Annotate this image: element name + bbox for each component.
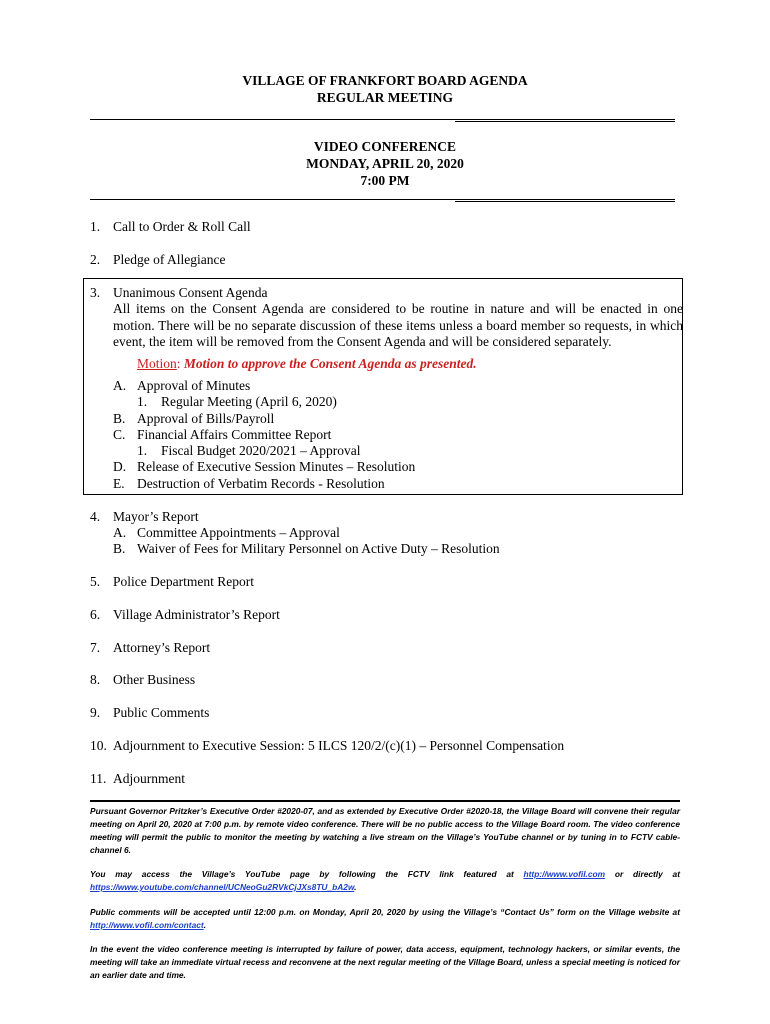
sub-letter: A. <box>113 525 127 540</box>
motion-label: Motion <box>137 356 177 371</box>
footnote-youtube-mid: or directly at <box>605 869 680 879</box>
sub-letter: B. <box>113 411 126 426</box>
motion-separator: : <box>176 356 184 371</box>
mayor-sub-a <box>113 525 340 542</box>
item-number: 5. <box>90 574 101 589</box>
item-number: 4. <box>90 509 101 524</box>
subsub-number: 1. <box>137 394 148 409</box>
agenda-item-10 <box>90 738 564 755</box>
consent-sub-a1 <box>137 394 337 411</box>
footer-divider <box>90 800 680 802</box>
footnote-youtube-text: You may access the Village’s YouTube page by following the FCTV link featured at <box>90 869 524 879</box>
item-text: Village Administrator’s Report <box>113 607 280 622</box>
item-number: 8. <box>90 672 101 687</box>
meeting-format: VIDEO CONFERENCE <box>313 139 457 154</box>
sub-letter: A. <box>113 378 127 393</box>
agenda-item-3 <box>90 285 268 302</box>
agenda-item-1 <box>90 219 251 236</box>
consent-sub-c <box>113 427 331 444</box>
consent-description: All items on the Consent Agenda are considered to be routine in nature and will be enacted in one motion. There will be no separate discussion of these items unless a board member so requests, in which event, the item will be removed from the Consent Agenda and will be considered separately. <box>113 301 683 349</box>
footnote-executive-order: Pursuant Governor Pritzker’s Executive Order #2020-07, and as extended by Executive Order #2020-18, the Village Board will convene their regular meeting on April 20, 2020 at 7:00 p.m. by remote video conference. There will be no public access to the Village Board room. The video conference meeting will permit the public to monitor the meeting by watching a live stream on the Village’s YouTube channel or by tuning in to FCTV cable-channel 6. <box>90 806 680 855</box>
footnote-youtube <box>90 868 680 894</box>
consent-sub-b <box>113 411 274 428</box>
item-text: Mayor’s Report <box>113 509 199 524</box>
meeting-type: REGULAR MEETING <box>316 90 454 105</box>
consent-sub-e <box>113 476 385 493</box>
item-text: Public Comments <box>113 705 210 720</box>
item-number: 9. <box>90 705 101 720</box>
sub-letter: D. <box>113 459 127 474</box>
page-title: VILLAGE OF FRANKFORT BOARD AGENDA <box>242 73 528 88</box>
consent-motion <box>137 355 477 372</box>
item-number: 6. <box>90 607 101 622</box>
consent-sub-d <box>113 459 415 476</box>
sub-text: Approval of Minutes <box>137 378 251 393</box>
item-text: Adjournment to Executive Session: 5 ILCS 120/2/(c)(1) – Personnel Compensation <box>113 738 565 753</box>
sub-text: Committee Appointments – Approval <box>137 525 340 540</box>
youtube-channel-link[interactable]: https://www.youtube.com/channel/UCNeoGu2RVkCjJXs8TU_bA2w <box>90 882 355 892</box>
item-text: Adjournment <box>113 771 185 786</box>
item-text: Unanimous Consent Agenda <box>113 285 268 300</box>
sub-text: Destruction of Verbatim Records - Resolution <box>137 476 385 491</box>
item-text: Pledge of Allegiance <box>113 252 226 267</box>
agenda-item-8 <box>90 672 195 689</box>
sub-text: Financial Affairs Committee Report <box>137 427 332 442</box>
sub-letter: E. <box>113 476 125 491</box>
sub-text: Release of Executive Session Minutes – Resolution <box>137 459 416 474</box>
subsub-text: Regular Meeting (April 6, 2020) <box>161 394 337 409</box>
vofil-link[interactable]: http://www.vofil.com <box>523 869 606 879</box>
footnote-comments-end: . <box>203 920 207 930</box>
item-number: 7. <box>90 640 101 655</box>
sub-text: Approval of Bills/Payroll <box>137 411 275 426</box>
subheader-divider-short <box>455 201 675 202</box>
footnote-interruption: In the event the video conference meeting is interrupted by failure of power, data access, equipment, technology hackers, or similar events, the meeting will take an immediate virtual recess and reconvene at the next regular meeting of the Village Board, unless a special meeting is noticed for an earlier date and time. <box>90 944 680 980</box>
agenda-item-9 <box>90 705 209 722</box>
motion-text: Motion to approve the Consent Agenda as presented. <box>183 356 477 371</box>
item-text: Other Business <box>113 672 196 687</box>
item-text: Call to Order & Roll Call <box>113 219 251 234</box>
agenda-item-11 <box>90 771 185 788</box>
meeting-time: 7:00 PM <box>360 173 410 188</box>
agenda-item-7 <box>90 640 210 657</box>
agenda-item-4 <box>90 509 199 526</box>
item-number: 3. <box>90 285 101 300</box>
sub-text: Waiver of Fees for Military Personnel on Active Duty – Resolution <box>137 541 500 556</box>
contact-link[interactable]: http://www.vofil.com/contact <box>90 920 204 930</box>
subheader-divider <box>90 199 675 200</box>
meeting-date: MONDAY, APRIL 20, 2020 <box>306 156 464 171</box>
agenda-item-2 <box>90 252 225 269</box>
consent-sub-a <box>113 378 250 395</box>
footnote-youtube-end: . <box>354 882 357 892</box>
footnote-comments-text: Public comments will be accepted until 12:00 p.m. on Monday, April 20, 2020 by using the Village’s “Contact Us” form on the Village website at <box>90 907 680 917</box>
header-divider <box>90 119 675 120</box>
consent-sub-c1 <box>137 443 361 460</box>
item-number: 10. <box>90 738 107 753</box>
subsub-text: Fiscal Budget 2020/2021 – Approval <box>161 443 361 458</box>
mayor-sub-b <box>113 541 500 558</box>
subsub-number: 1. <box>137 443 148 458</box>
item-number: 1. <box>90 219 101 234</box>
sub-letter: C. <box>113 427 126 442</box>
footnote-public-comments <box>90 906 680 932</box>
header-divider-short <box>455 121 675 122</box>
sub-letter: B. <box>113 541 126 556</box>
item-text: Police Department Report <box>113 574 254 589</box>
agenda-item-5 <box>90 574 254 591</box>
item-number: 2. <box>90 252 101 267</box>
item-text: Attorney’s Report <box>113 640 211 655</box>
item-number: 11. <box>90 771 107 786</box>
agenda-item-6 <box>90 607 280 624</box>
